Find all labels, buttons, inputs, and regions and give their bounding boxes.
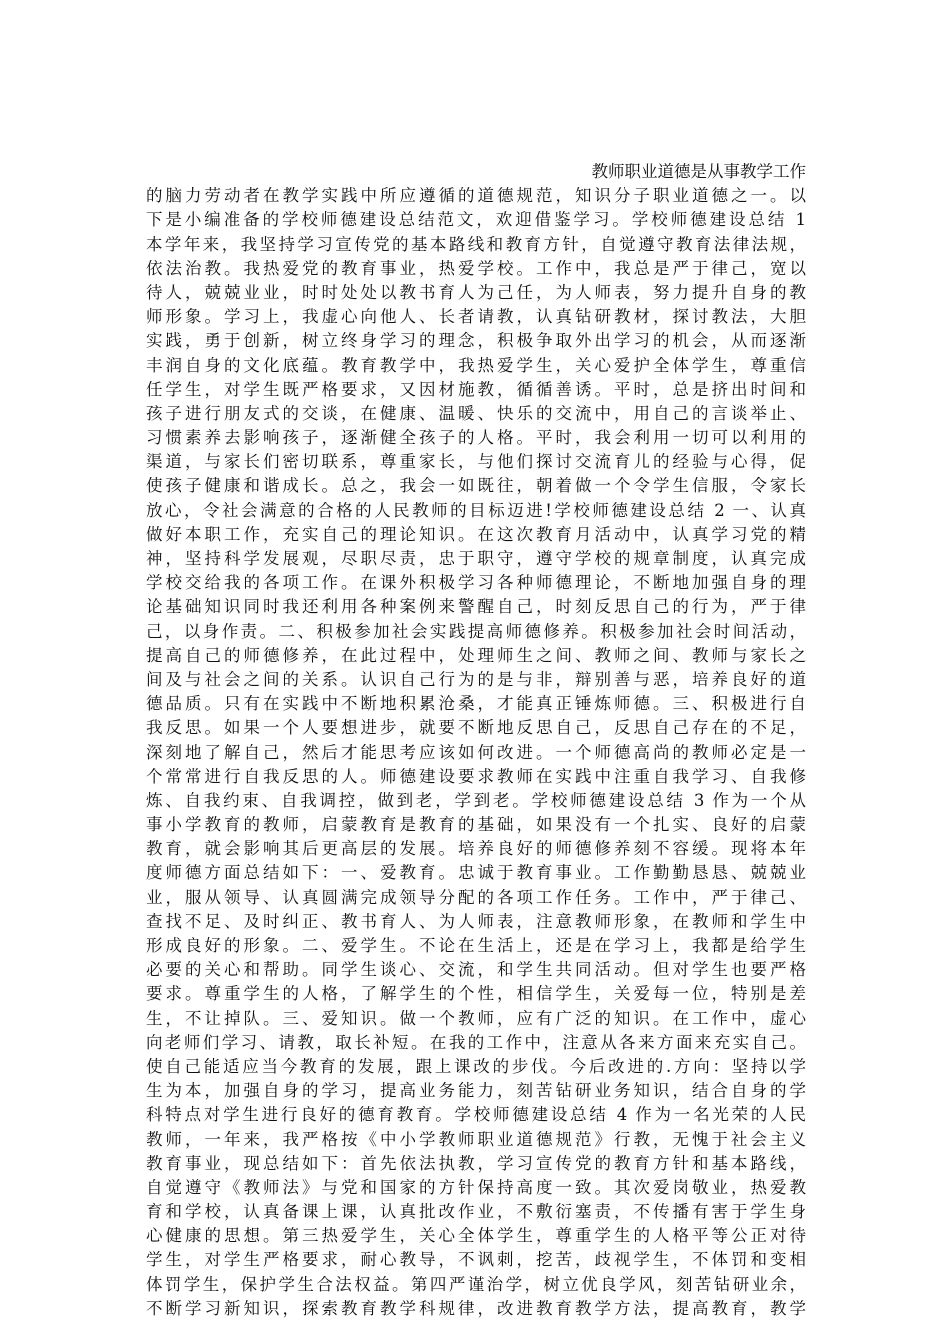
- document-body: [146, 160, 806, 1321]
- text-line: 学校交给我的各项工作。在课外积极学习各种师德理论，不断地加强自身的理: [146, 573, 806, 593]
- text-line: 教师职业道德是从事教学工作: [591, 162, 806, 181]
- text-line: 渠道，与家长们密切联系，尊重家长，与他们探讨交流育儿的经验与心得，促: [146, 452, 806, 472]
- text-line: 我反思。如果一个人要想进步，就要不断地反思自己，反思自己存在的不足，: [146, 718, 806, 738]
- text-line: 生为本，加强自身的学习，提高业务能力，刻苦钻研业务知识，结合自身的学: [146, 1081, 806, 1101]
- text-line: 学生，对学生严格要求，耐心教导，不讽刺，挖苦，歧视学生，不体罚和变相: [146, 1250, 806, 1270]
- text-line: 德品质。只有在实践中不断地积累沧桑，才能真正锤炼师德。三、积极进行自: [146, 694, 806, 714]
- text-line: 实践，勇于创新，树立终身学习的理念，积极争取外出学习的机会，从而逐渐: [146, 331, 806, 351]
- text-line: 不断学习新知识，探索教育教学科规律，改进教育教学方法，提高教育，教学: [146, 1298, 806, 1318]
- text-line: 的脑力劳动者在教学实践中所应遵循的道德规范，知识分子职业道德之一。以: [146, 186, 806, 206]
- text-line: 必要的关心和帮助。同学生谈心、交流，和学生共同活动。但对学生也要严格: [146, 960, 806, 980]
- text-line: 己，以身作责。二、积极参加社会实践提高师德修养。积极参加社会时间活动，: [146, 621, 806, 641]
- text-line: 心健康的思想。第三热爱学生，关心全体学生，尊重学生的人格平等公正对待: [146, 1226, 806, 1246]
- text-line: 论基础知识同时我还利用各种案例来警醒自己，时刻反思自己的行为，严于律: [146, 597, 806, 617]
- text-line: 使自己能适应当今教育的发展，跟上课改的步伐。今后改进的.方向：坚持以学: [146, 1056, 806, 1076]
- text-line: 个常常进行自我反思的人。师德建设要求教师在实践中注重自我学习、自我修: [146, 766, 806, 786]
- text-line: 下是小编准备的学校师德建设总结范文，欢迎借鉴学习。学校师德建设总结 1: [146, 210, 806, 230]
- text-line: 师形象。学习上，我虚心向他人、长者请教，认真钻研教材，探讨教法，大胆: [146, 307, 806, 327]
- text-line: 做好本职工作，充实自己的理论知识。在这次教育月活动中，认真学习党的精: [146, 524, 806, 544]
- text-line: 形成良好的形象。二、爱学生。不论在生活上，还是在学习上，我都是给学生: [146, 936, 806, 955]
- text-line: 事小学教育的教师，启蒙教育是教育的基础，如果没有一个扎实、良好的启蒙: [146, 815, 806, 835]
- text-line: 度师德方面总结如下：一、爱教育。忠诚于教育事业。工作勤勤恳恳、兢兢业: [146, 863, 806, 883]
- text-line: 孩子进行朋友式的交谈，在健康、温暖、快乐的交流中，用自己的言谈举止、: [146, 403, 806, 423]
- text-line: 查找不足、及时纠正、教书育人、为人师表，注意教师形象，在教师和学生中: [146, 911, 806, 931]
- text-line: 生，不让掉队。三、爱知识。做一个教师，应有广泛的知识。在工作中，虚心: [146, 1008, 806, 1028]
- text-line: 放心，令社会满意的合格的人民教师的目标迈进!学校师德建设总结 2 一、认真: [146, 500, 806, 520]
- text-line: 体罚学生，保护学生合法权益。第四严谨治学，树立优良学风，刻苦钻研业余，: [146, 1274, 806, 1294]
- text-line: 科特点对学生进行良好的德育教育。学校师德建设总结 4 作为一名光荣的人民: [146, 1105, 806, 1125]
- text-line: 间及与社会之间的关系。认识自己行为的是与非，辩别善与恶，培养良好的道: [146, 669, 806, 689]
- text-line: 炼、自我约束、自我调控，做到老，学到老。学校师德建设总结 3 作为一个从: [146, 790, 806, 810]
- text-line: 本学年来，我坚持学习宣传党的基本路线和教育方针，自觉遵守教育法律法规，: [146, 234, 806, 254]
- text-line: 要求。尊重学生的人格，了解学生的个性，相信学生，关爱每一位，特别是差: [146, 984, 806, 1004]
- text-line: 深刻地了解自己，然后才能思考应该如何改进。一个师德高尚的教师必定是一: [146, 742, 806, 762]
- text-line: 向老师们学习、请教，取长补短。在我的工作中，注意从各来方面来充实自己。: [146, 1032, 806, 1052]
- text-line: 神，坚持科学发展观，尽职尽责，忠于职守，遵守学校的规章制度，认真完成: [146, 549, 806, 568]
- text-line: 任学生，对学生既严格要求，又因材施教，循循善诱。平时，总是挤出时间和: [146, 379, 806, 399]
- text-line: 教师，一年来，我严格按《中小学教师职业道德规范》行教，无愧于社会主义: [146, 1129, 806, 1149]
- text-line: 使孩子健康和谐成长。总之，我会一如既往，朝着做一个令学生信服，令家长: [146, 476, 806, 496]
- text-line: 提高自己的师德修养，在此过程中，处理师生之间、教师之间、教师与家长之: [146, 645, 806, 665]
- text-line: 自觉遵守《教师法》与党和国家的方针保持高度一致。其次爱岗敬业，热爱教: [146, 1177, 806, 1197]
- text-line: 依法治教。我热爱党的教育事业，热爱学校。工作中，我总是严于律己，宽以: [146, 258, 806, 278]
- text-line: 教育事业，现总结如下：首先依法执教，学习宣传党的教育方针和基本路线，: [146, 1153, 806, 1173]
- text-line: 待人，兢兢业业，时时处处以教书育人为己任，为人师表，努力提升自身的教: [146, 282, 806, 302]
- text-line: 丰润自身的文化底蕴。教育教学中，我热爱学生，关心爱护全体学生，尊重信: [146, 355, 806, 375]
- text-line: 习惯素养去影响孩子，逐渐健全孩子的人格。平时，我会利用一切可以利用的: [146, 428, 806, 448]
- text-line: 教育，就会影响其后更高层的发展。培养良好的师德修养刻不容缓。现将本年: [146, 839, 806, 859]
- text-line: 育和学校，认真备课上课，认真批改作业，不敷衍塞责，不传播有害于学生身: [146, 1202, 806, 1222]
- text-line: 业，服从领导、认真圆满完成领导分配的各项工作任务。工作中，严于律己、: [146, 887, 806, 907]
